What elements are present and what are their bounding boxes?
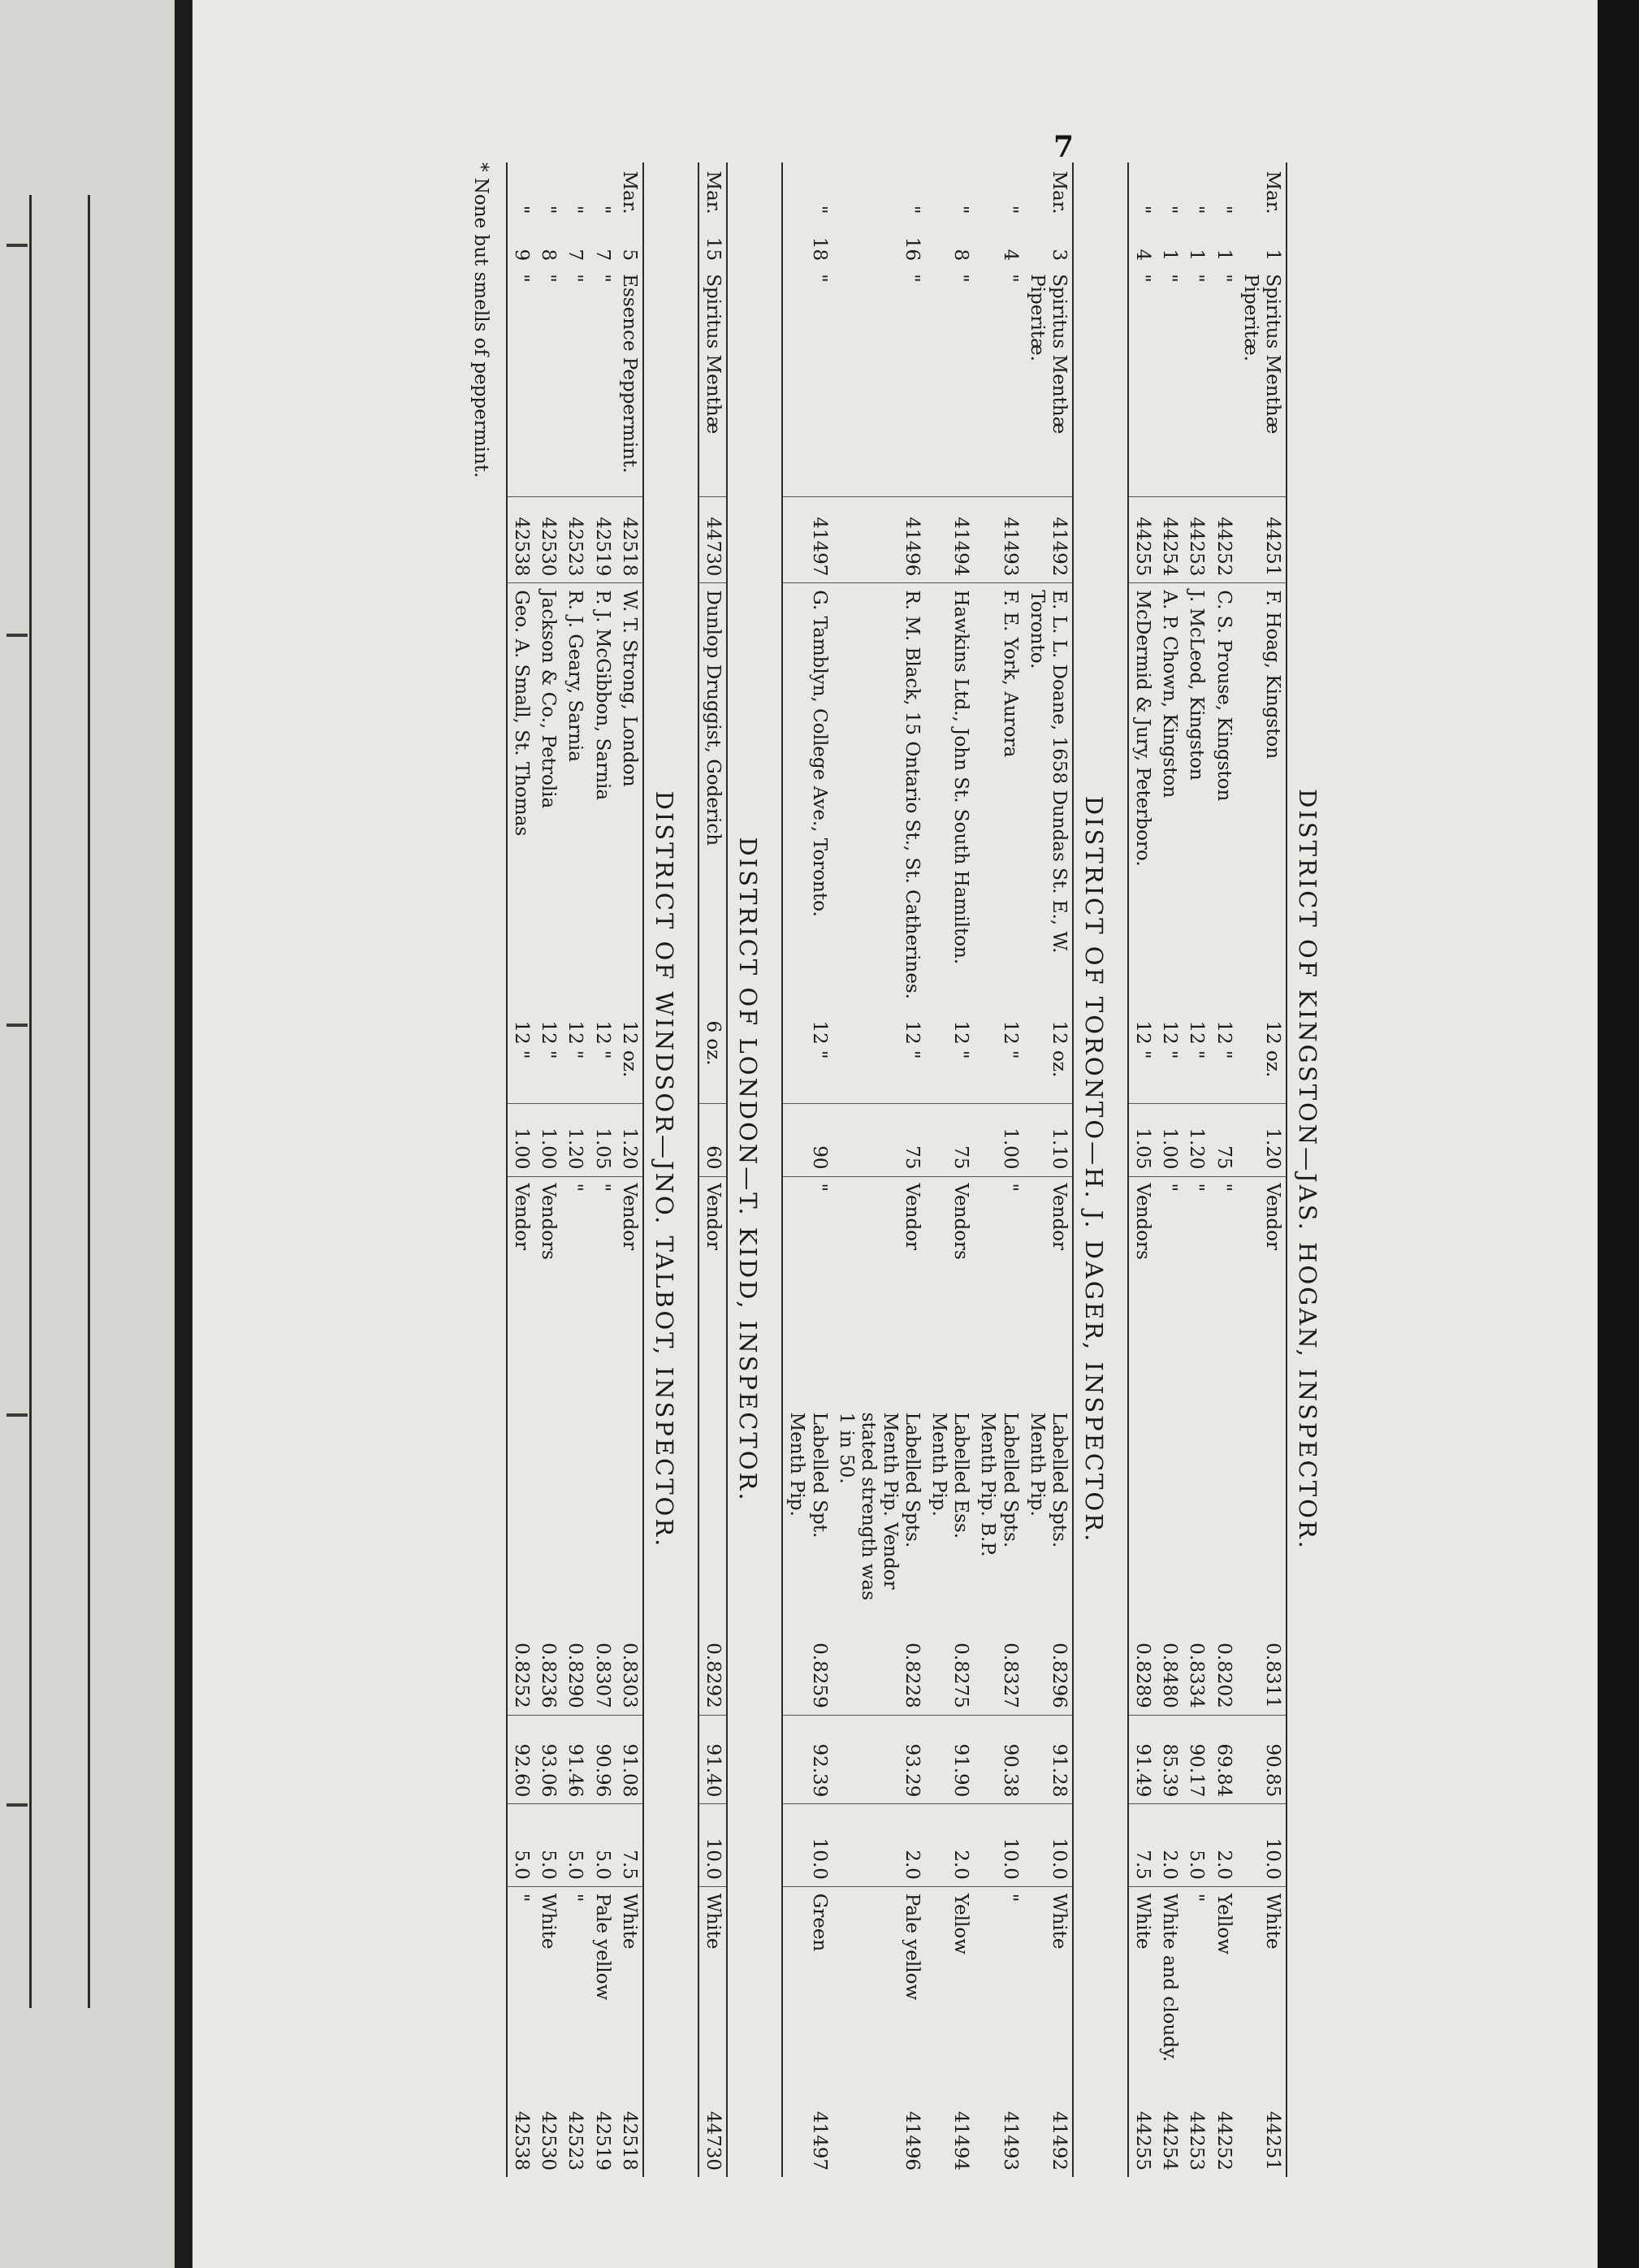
cell-month: Mar. bbox=[698, 162, 727, 221]
cell-alcohol: 5.0 bbox=[507, 1804, 534, 1887]
cell-sample-no: 42530 bbox=[534, 497, 561, 583]
cell-month: " bbox=[999, 205, 1021, 214]
cell-sg: 0.8296 bbox=[1023, 1612, 1073, 1715]
table-row bbox=[698, 162, 727, 2177]
cell-vendor: E. L. L. Doane, 1658 Dundas St. E., W. Toronto. bbox=[1023, 583, 1073, 1015]
cell-ref: 42523 bbox=[564, 2110, 586, 2171]
district-section bbox=[781, 162, 1116, 2177]
cell-color: " bbox=[999, 1893, 1021, 1902]
cell-day: 16 bbox=[902, 236, 923, 262]
cell-month: " bbox=[538, 205, 560, 214]
cell-price: 1.05 bbox=[589, 1103, 616, 1176]
cell-day: 15 bbox=[698, 221, 727, 268]
cell-qty: 12 " bbox=[1156, 1014, 1183, 1103]
cell-sample-no: 44251 bbox=[1237, 497, 1287, 583]
cell-vendor: Hawkins Ltd., John St. South Hamilton. bbox=[950, 590, 972, 965]
cell-month: Mar. bbox=[1023, 162, 1073, 221]
cell-price: 1.10 bbox=[1023, 1103, 1073, 1176]
cell-alcohol: 2.0 bbox=[1156, 1804, 1183, 1887]
cell-pct: 93.29 bbox=[832, 1715, 926, 1804]
district-section bbox=[1127, 162, 1330, 2177]
cell-vendor: C. S. Prouse, Kingston bbox=[1213, 590, 1235, 802]
cell-qty: 12 " bbox=[1183, 1014, 1209, 1103]
cell-ref: 42530 bbox=[538, 2110, 560, 2171]
cell-sg: 0.8327 bbox=[974, 1612, 1023, 1715]
table-row bbox=[561, 162, 588, 2177]
table-row bbox=[925, 162, 974, 2177]
cell-stated bbox=[534, 1406, 561, 1612]
table-row bbox=[616, 162, 643, 2177]
cell-qty: 12 oz. bbox=[1023, 1014, 1073, 1103]
cell-price: 1.05 bbox=[1128, 1103, 1156, 1176]
cell-qty: 12 " bbox=[561, 1014, 588, 1103]
cell-stated bbox=[1128, 1406, 1156, 1612]
cell-article: " bbox=[534, 267, 561, 497]
cell-color: " bbox=[511, 1893, 533, 1902]
cell-color: Yellow bbox=[1213, 1893, 1235, 1954]
district-title: DISTRICT OF TORONTO—H. J. DAGER, INSPECTOR. bbox=[1080, 795, 1109, 1544]
cell-ref: 42518 bbox=[616, 2084, 643, 2177]
cell-qty: 12 " bbox=[925, 1014, 974, 1103]
cell-vendor: McDermid & Jury, Peterboro. bbox=[1132, 590, 1154, 867]
cell-day: 1 bbox=[1186, 249, 1208, 262]
cell-qty: 12 " bbox=[507, 1014, 534, 1103]
cell-alcohol: 2.0 bbox=[925, 1804, 974, 1887]
cell-ref: 41496 bbox=[902, 2110, 923, 2171]
cell-stated bbox=[616, 1406, 643, 1612]
cell-color: White bbox=[698, 1886, 727, 2083]
cell-color: " bbox=[564, 1893, 586, 1902]
cell-alcohol: 7.5 bbox=[1128, 1804, 1156, 1887]
cell-alcohol: 5.0 bbox=[1183, 1804, 1209, 1887]
cell-sg: 0.8275 bbox=[925, 1612, 974, 1715]
cell-month: " bbox=[1213, 205, 1235, 214]
cell-ref: 42538 bbox=[511, 2110, 533, 2171]
table-row bbox=[589, 162, 616, 2177]
cell-month: " bbox=[950, 205, 972, 214]
cell-alcohol: 5.0 bbox=[534, 1804, 561, 1887]
cell-qty: 12 " bbox=[589, 1014, 616, 1103]
cell-sg: 0.8311 bbox=[1237, 1612, 1287, 1715]
cell-pct: 92.39 bbox=[782, 1715, 832, 1804]
cell-stated bbox=[1209, 1406, 1236, 1612]
cell-ref: 41492 bbox=[1023, 2084, 1073, 2177]
cell-price: 1.00 bbox=[974, 1103, 1023, 1176]
book-gutter bbox=[175, 0, 192, 2268]
cell-ref: 44252 bbox=[1213, 2110, 1235, 2171]
cell-ref: 44253 bbox=[1186, 2110, 1208, 2171]
cell-sample-no: 42538 bbox=[507, 497, 534, 583]
cell-vendor: J. McLeod, Kingston bbox=[1186, 590, 1208, 781]
district-title: DISTRICT OF WINDSOR—JNO. TALBOT, INSPECTOR. bbox=[650, 790, 678, 1549]
cell-sg: 0.8289 bbox=[1128, 1612, 1156, 1715]
cell-vendor: Jackson & Co., Petrolia bbox=[538, 590, 560, 809]
cell-sg: 0.8480 bbox=[1156, 1612, 1183, 1715]
cell-remarks: " bbox=[564, 1183, 586, 1192]
table-row bbox=[974, 162, 1023, 2177]
cell-vendor: A. P. Chown, Kingston bbox=[1159, 590, 1181, 799]
cell-sample-no: 41494 bbox=[925, 497, 974, 583]
cell-day: 7 bbox=[564, 249, 586, 262]
cell-sg: 0.8334 bbox=[1183, 1612, 1209, 1715]
cell-alcohol: 5.0 bbox=[589, 1804, 616, 1887]
cell-day: 7 bbox=[591, 249, 613, 262]
cell-ref: 44255 bbox=[1132, 2110, 1154, 2171]
cell-article: " bbox=[925, 267, 974, 497]
cell-month: " bbox=[564, 205, 586, 214]
cell-month: Mar. bbox=[616, 162, 643, 221]
adjacent-page-edge bbox=[0, 0, 175, 2268]
table-row bbox=[1209, 162, 1236, 2177]
cell-sample-no: 44255 bbox=[1128, 497, 1156, 583]
table-row bbox=[1128, 162, 1156, 2177]
samples-table bbox=[698, 162, 728, 2177]
samples-table bbox=[506, 162, 644, 2177]
table-row bbox=[507, 162, 534, 2177]
cell-vendor: G. Tamblyn, College Ave., Toronto. bbox=[808, 590, 830, 917]
cell-remarks: Vendors bbox=[1132, 1183, 1154, 1260]
cell-vendor: R. J. Geary, Sarnia bbox=[564, 590, 586, 762]
cell-stated bbox=[561, 1406, 588, 1612]
cell-pct: 90.17 bbox=[1183, 1715, 1209, 1804]
cell-vendor: P. J. McGibbon, Sarnia bbox=[591, 590, 613, 801]
cell-sg: 0.8307 bbox=[589, 1612, 616, 1715]
cell-price: 1.00 bbox=[1156, 1103, 1183, 1176]
cell-qty: 12 " bbox=[782, 1014, 832, 1103]
cell-price: 1.20 bbox=[1183, 1103, 1209, 1176]
cell-day: 5 bbox=[616, 221, 643, 268]
cell-qty: 12 " bbox=[974, 1014, 1023, 1103]
cell-color: White bbox=[1023, 1886, 1073, 2083]
cell-day: 18 bbox=[808, 236, 830, 262]
cell-pct: 90.85 bbox=[1237, 1715, 1287, 1804]
cell-remarks: Vendor bbox=[698, 1176, 727, 1406]
cell-sg: 0.8290 bbox=[561, 1612, 588, 1715]
cell-remarks: " bbox=[1213, 1183, 1235, 1192]
cell-sample-no: 42523 bbox=[561, 497, 588, 583]
district-section bbox=[698, 162, 770, 2177]
cell-sample-no: 44254 bbox=[1156, 497, 1183, 583]
samples-table bbox=[781, 162, 1074, 2177]
cell-day: 3 bbox=[1023, 221, 1073, 268]
cell-vendor: F. Hoag, Kingston bbox=[1237, 583, 1287, 1015]
table-row bbox=[1023, 162, 1073, 2177]
cell-sg: 0.8252 bbox=[507, 1612, 534, 1715]
cell-price: 75 bbox=[925, 1103, 974, 1176]
cell-day: 1 bbox=[1159, 249, 1181, 262]
cell-qty: 12 oz. bbox=[1237, 1014, 1287, 1103]
cell-article: " bbox=[1128, 267, 1156, 497]
cell-day: 8 bbox=[538, 249, 560, 262]
cell-stated bbox=[507, 1406, 534, 1612]
cell-alcohol: 2.0 bbox=[1209, 1804, 1236, 1887]
cell-day: 1 bbox=[1237, 221, 1287, 268]
cell-month: " bbox=[808, 205, 830, 214]
cell-qty: 12 " bbox=[534, 1014, 561, 1103]
cell-price: 1.20 bbox=[561, 1103, 588, 1176]
cell-article: " bbox=[1209, 267, 1236, 497]
cell-alcohol: 5.0 bbox=[561, 1804, 588, 1887]
cell-sample-no: 42518 bbox=[616, 497, 643, 583]
cell-pct: 91.90 bbox=[925, 1715, 974, 1804]
cell-pct: 91.40 bbox=[698, 1715, 727, 1804]
cell-stated bbox=[589, 1406, 616, 1612]
cell-pct: 92.60 bbox=[507, 1715, 534, 1804]
cell-color: Pale yellow bbox=[591, 1893, 613, 2001]
cell-remarks: Vendors bbox=[950, 1183, 972, 1260]
cell-sample-no: 42519 bbox=[589, 497, 616, 583]
cell-sample-no: 41497 bbox=[782, 497, 832, 583]
cell-color: White bbox=[1237, 1886, 1287, 2083]
cell-ref: 41493 bbox=[999, 2110, 1021, 2171]
cell-alcohol: 10.0 bbox=[1237, 1804, 1287, 1887]
cell-sg: 0.8236 bbox=[534, 1612, 561, 1715]
cell-qty: 12 " bbox=[1128, 1014, 1156, 1103]
cell-price: 90 bbox=[782, 1103, 832, 1176]
cell-article: " bbox=[561, 267, 588, 497]
cell-qty: 6 oz. bbox=[698, 1014, 727, 1103]
cell-remarks: " bbox=[1186, 1183, 1208, 1192]
cell-color: White bbox=[1132, 1893, 1154, 1950]
cell-day: 4 bbox=[999, 249, 1021, 262]
cell-price: 75 bbox=[1209, 1103, 1236, 1176]
cell-ref: 44254 bbox=[1159, 2110, 1181, 2171]
cell-alcohol: 10.0 bbox=[1023, 1804, 1073, 1887]
district-section bbox=[506, 162, 686, 2177]
rotated-report-content bbox=[192, 162, 1330, 2177]
cell-sample-no: 44253 bbox=[1183, 497, 1209, 583]
cell-sample-no: 44252 bbox=[1209, 497, 1236, 583]
cell-alcohol: 7.5 bbox=[616, 1804, 643, 1887]
district-sections bbox=[506, 162, 1330, 2177]
cell-sg: 0.8259 bbox=[782, 1612, 832, 1715]
cell-pct: 90.96 bbox=[589, 1715, 616, 1804]
cell-month: " bbox=[1132, 205, 1154, 214]
cell-ref: 42519 bbox=[591, 2110, 613, 2171]
cell-stated: Labelled Spts. Menth Pip. B.P. bbox=[977, 1412, 1021, 1557]
table-row bbox=[782, 162, 832, 2177]
cell-sample-no: 41493 bbox=[974, 497, 1023, 583]
cell-article: Spiritus Menthæ Piperitæ. bbox=[1023, 267, 1073, 497]
cell-sample-no: 41492 bbox=[1023, 497, 1073, 583]
cell-sg: 0.8202 bbox=[1209, 1612, 1236, 1715]
cell-color: Yellow bbox=[950, 1893, 972, 1954]
samples-table bbox=[1127, 162, 1287, 2177]
cell-vendor: F. E. York, Aurora bbox=[999, 590, 1021, 758]
cell-remarks: Vendor bbox=[616, 1176, 643, 1406]
cell-color: " bbox=[1186, 1893, 1208, 1902]
cell-article: " bbox=[974, 267, 1023, 497]
cell-day: 4 bbox=[1132, 249, 1154, 262]
table-row bbox=[1183, 162, 1209, 2177]
cell-color: White and cloudy. bbox=[1159, 1893, 1181, 2062]
cell-pct: 91.49 bbox=[1128, 1715, 1156, 1804]
cell-ref: 41494 bbox=[950, 2110, 972, 2171]
cell-vendor: Geo. A. Small, St. Thomas bbox=[511, 590, 533, 837]
cell-pct: 90.38 bbox=[974, 1715, 1023, 1804]
cell-sample-no: 41496 bbox=[832, 497, 926, 583]
cell-vendor: R. M. Black, 15 Ontario St., St. Catherines. bbox=[902, 590, 923, 1000]
cell-day: 8 bbox=[950, 249, 972, 262]
cell-pct: 69.84 bbox=[1209, 1715, 1236, 1804]
cell-price: 1.20 bbox=[616, 1103, 643, 1176]
cell-remarks: Vendors bbox=[538, 1183, 560, 1260]
cell-article: Spiritus Menthæ Piperitæ. bbox=[1237, 267, 1287, 497]
cell-vendor: W. T. Strong, London bbox=[616, 583, 643, 1015]
cell-alcohol: 10.0 bbox=[782, 1804, 832, 1887]
cell-remarks: Vendor bbox=[1023, 1176, 1073, 1406]
cell-remarks: Vendor bbox=[511, 1183, 533, 1251]
cell-sg: 0.8228 bbox=[832, 1612, 926, 1715]
cell-color: Pale yellow bbox=[902, 1893, 923, 2001]
cell-price: 1.00 bbox=[507, 1103, 534, 1176]
cell-alcohol: 10.0 bbox=[698, 1804, 727, 1887]
table-row bbox=[1156, 162, 1183, 2177]
cell-ref: 44251 bbox=[1237, 2084, 1287, 2177]
district-title: DISTRICT OF LONDON—T. KIDD, INSPECTOR. bbox=[734, 837, 763, 1503]
cell-day: 1 bbox=[1213, 249, 1235, 262]
cell-stated bbox=[698, 1406, 727, 1612]
cell-stated: Labelled Ess. Menth Pip. bbox=[928, 1412, 972, 1539]
cell-article: " bbox=[589, 267, 616, 497]
cell-stated: Labelled Spt. Menth Pip. bbox=[786, 1412, 830, 1539]
cell-pct: 91.28 bbox=[1023, 1715, 1073, 1804]
cell-month: " bbox=[511, 205, 533, 214]
cell-day: 9 bbox=[511, 249, 533, 262]
cell-sample-no: 44730 bbox=[698, 497, 727, 583]
cell-month: " bbox=[591, 205, 613, 214]
cell-remarks: " bbox=[591, 1183, 613, 1192]
cell-article: " bbox=[1156, 267, 1183, 497]
cell-color: White bbox=[538, 1893, 560, 1950]
district-title: DISTRICT OF KINGSTON—JAS. HOGAN, INSPECTOR. bbox=[1294, 789, 1321, 1551]
table-row bbox=[1237, 162, 1287, 2177]
cell-remarks: Vendor bbox=[1237, 1176, 1287, 1406]
table-row bbox=[534, 162, 561, 2177]
cell-price: 1.20 bbox=[1237, 1103, 1287, 1176]
cell-alcohol: 2.0 bbox=[832, 1804, 926, 1887]
cell-ref: 44730 bbox=[698, 2084, 727, 2177]
cell-stated bbox=[1183, 1406, 1209, 1612]
cell-article: " bbox=[832, 267, 926, 497]
cell-qty: 12 " bbox=[832, 1014, 926, 1103]
page-number: 7 bbox=[1053, 130, 1075, 164]
cell-remarks: Vendor bbox=[902, 1183, 923, 1251]
cell-sg: 0.8303 bbox=[616, 1612, 643, 1715]
cell-sg: 0.8292 bbox=[698, 1612, 727, 1715]
cell-article: " bbox=[507, 267, 534, 497]
cell-article: Spiritus Menthæ bbox=[698, 267, 727, 497]
cell-article: " bbox=[782, 267, 832, 497]
cell-pct: 93.06 bbox=[534, 1715, 561, 1804]
cell-pct: 91.08 bbox=[616, 1715, 643, 1804]
table-row bbox=[832, 162, 926, 2177]
cell-pct: 91.46 bbox=[561, 1715, 588, 1804]
cell-qty: 12 oz. bbox=[616, 1014, 643, 1103]
cell-color: White bbox=[616, 1886, 643, 2083]
cell-article: Essence Peppermint. bbox=[616, 267, 643, 497]
cell-remarks: " bbox=[1159, 1183, 1181, 1192]
cell-remarks: " bbox=[808, 1183, 830, 1192]
cell-article: " bbox=[1183, 267, 1209, 497]
cell-month: Mar. bbox=[1237, 162, 1287, 221]
cell-vendor: Dunlop Druggist, Goderich bbox=[698, 583, 727, 1015]
cell-pct: 85.39 bbox=[1156, 1715, 1183, 1804]
cell-color: Green bbox=[808, 1893, 830, 1952]
cell-stated bbox=[1237, 1406, 1287, 1612]
cell-price: 75 bbox=[832, 1103, 926, 1176]
cell-month: " bbox=[1159, 205, 1181, 214]
cell-month: " bbox=[1186, 205, 1208, 214]
cell-ref: 41497 bbox=[808, 2110, 830, 2171]
cell-qty: 12 " bbox=[1209, 1014, 1236, 1103]
cell-price: 1.00 bbox=[534, 1103, 561, 1176]
cell-month: " bbox=[902, 205, 923, 214]
cell-alcohol: 10.0 bbox=[974, 1804, 1023, 1887]
cell-remarks: " bbox=[999, 1183, 1021, 1192]
cell-stated bbox=[1156, 1406, 1183, 1612]
cell-stated: Labelled Spts. Menth Pip. bbox=[1023, 1406, 1073, 1612]
cell-price: 60 bbox=[698, 1103, 727, 1176]
footnote: * None but smells of peppermint. bbox=[470, 162, 492, 478]
cell-stated: Labelled Spts. Menth Pip. Vendor stated strength was 1 in 50. bbox=[835, 1412, 923, 1601]
